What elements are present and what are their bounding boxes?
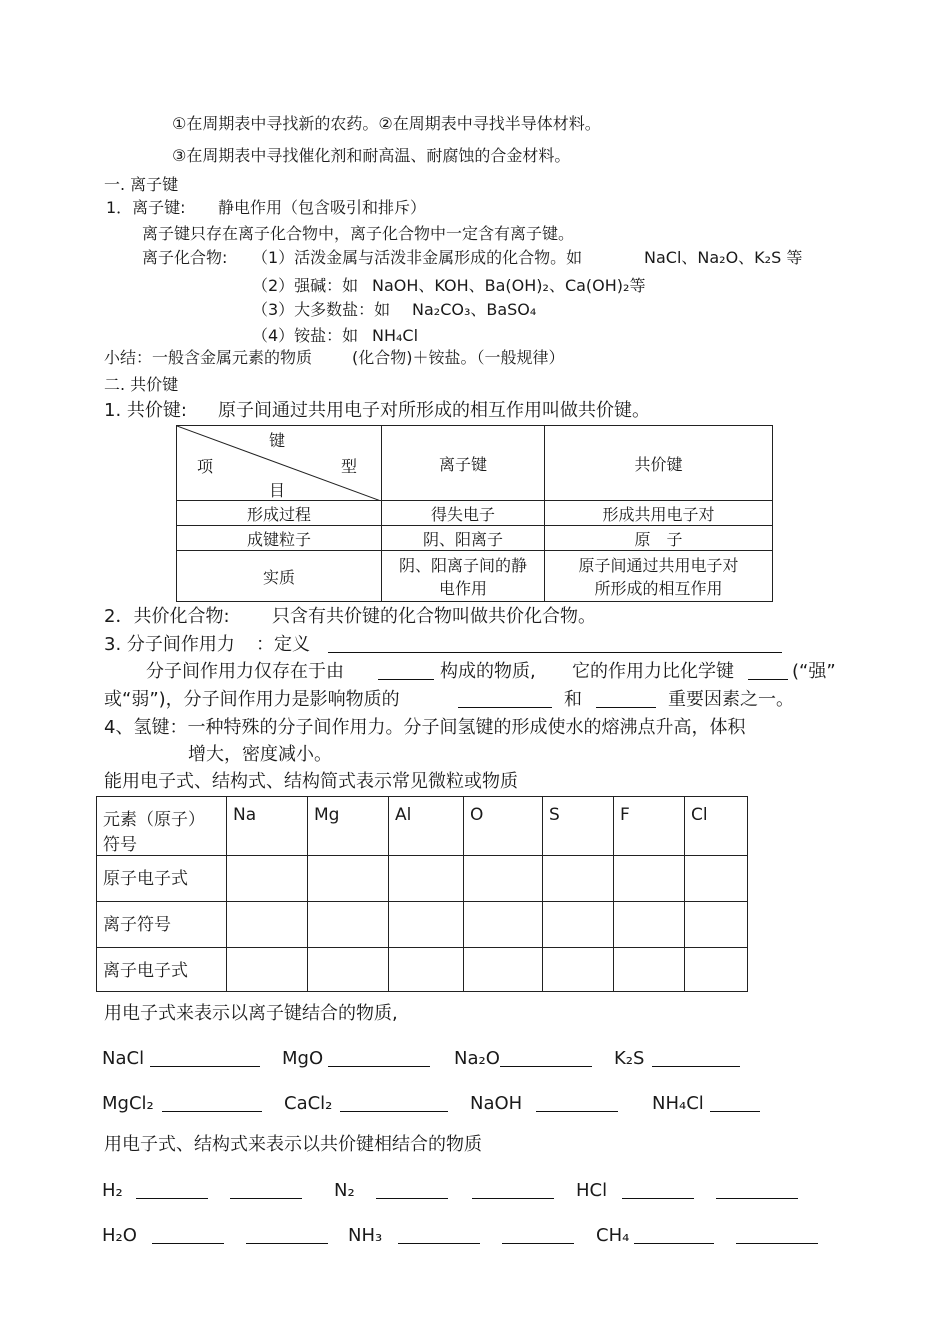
answer-blank-k2s[interactable] [652, 1050, 740, 1067]
element-symbol-s: S [543, 797, 614, 856]
covalent-def-text: 原子间通过共用电子对所形成的相互作用叫做共价键。 [218, 400, 650, 421]
blank-property-1[interactable] [458, 691, 552, 708]
cell-covalent-essence-line1: 原子间通过共用电子对 [578, 556, 739, 575]
formula-mgcl2: MgCl₂ [102, 1093, 154, 1114]
formula-cacl2: CaCl₂ [284, 1093, 333, 1114]
formula-nh3: NH₃ [348, 1225, 383, 1246]
ionic-compound-4-examples: NH₄Cl [372, 326, 419, 345]
formula-na2o: Na₂O [454, 1048, 500, 1069]
intermolecular-text-2: 构成的物质, [440, 661, 536, 682]
answer-cell[interactable] [543, 902, 614, 948]
cell-ionic-particles: 阴、阳离子 [382, 526, 545, 551]
formula-n2: N₂ [334, 1180, 355, 1201]
cell-ionic-formation: 得失电子 [382, 501, 545, 526]
intermolecular-text-1: 分子间作用力仅存在于由 [146, 661, 344, 682]
answer-blank-mgcl2[interactable] [162, 1095, 262, 1112]
definition-blank[interactable] [328, 636, 782, 653]
table-corner-cell [177, 426, 382, 501]
answer-cell[interactable] [543, 856, 614, 902]
formula-nh4cl: NH₄Cl [652, 1093, 704, 1114]
element-symbol-al: Al [389, 797, 464, 856]
cell-covalent-particles: 原 子 [545, 526, 773, 551]
answer-cell[interactable] [227, 902, 308, 948]
element-symbol-mg: Mg [308, 797, 389, 856]
hydrogen-bond-line-2: 增大，密度减小。 [188, 744, 332, 765]
intermolecular-text-3: 它的作用力比化学键 [572, 661, 734, 682]
answer-cell[interactable] [685, 948, 748, 992]
answer-blank-mgo[interactable] [328, 1050, 430, 1067]
intermolecular-force-def: ：定义 [256, 634, 310, 655]
answer-blank-n2-structure[interactable] [472, 1182, 554, 1199]
element-symbol-f: F [614, 797, 685, 856]
answer-blank-h2o-electron[interactable] [152, 1227, 224, 1244]
answer-cell[interactable] [308, 856, 389, 902]
answer-cell[interactable] [227, 856, 308, 902]
answer-cell[interactable] [614, 856, 685, 902]
intermolecular-text-7: 重要因素之一。 [668, 689, 794, 710]
cell-covalent-formation: 形成共用电子对 [545, 501, 773, 526]
header-ionic: 离子键 [382, 426, 545, 501]
answer-cell[interactable] [464, 902, 543, 948]
answer-cell[interactable] [685, 856, 748, 902]
answer-blank-h2-electron[interactable] [136, 1182, 208, 1199]
answer-cell[interactable] [464, 948, 543, 992]
element-header-label [97, 797, 227, 856]
cell-ionic-essence-line2: 电作用 [438, 579, 487, 598]
answer-cell[interactable] [685, 902, 748, 948]
answer-cell[interactable] [308, 902, 389, 948]
ionic-compound-3: （3）大多数盐：如 [252, 300, 391, 319]
element-symbol-na: Na [227, 797, 308, 856]
ionic-summary: 小结：一般含金属元素的物质 [104, 348, 313, 367]
corner-label-top: 键 [269, 431, 286, 450]
row-label-atom-electron: 原子电子式 [97, 856, 227, 902]
ionic-compound-label: 离子化合物: [142, 248, 228, 267]
formula-nacl: NaCl [102, 1048, 145, 1069]
answer-blank-nacl[interactable] [150, 1050, 260, 1067]
section-covalent-title: 二. 共价键 [104, 375, 179, 394]
element-table-caption: 能用电子式、结构式、结构简式表示常见微粒或物质 [104, 771, 518, 792]
ionic-compound-3-examples: Na₂CO₃、BaSO₄ [412, 300, 537, 319]
intermolecular-text-6: 和 [564, 689, 582, 710]
answer-blank-h2o-structure[interactable] [246, 1227, 328, 1244]
element-header-label-line2: 符号 [103, 835, 137, 855]
corner-label-right: 型 [341, 457, 358, 476]
formula-k2s: K₂S [614, 1048, 645, 1069]
row-label-particles: 成键粒子 [177, 526, 382, 551]
intermolecular-force-label: 3. 分子间作用力 [104, 634, 235, 655]
covalent-compound-text: 只含有共价键的化合物叫做共价化合物。 [272, 606, 596, 627]
row-label-formation: 形成过程 [177, 501, 382, 526]
section-ionic-title: 一. 离子键 [104, 175, 179, 194]
answer-cell[interactable] [389, 902, 464, 948]
answer-blank-ch4-structure[interactable] [736, 1227, 818, 1244]
covalent-compound-label: 2．共价化合物: [104, 606, 230, 627]
intro-line-1: ①在周期表中寻找新的农药。②在周期表中寻找半导体材料。 [172, 114, 601, 133]
hydrogen-bond-line-1: 4、氢键：一种特殊的分子间作用力。分子间氢键的形成使水的熔沸点升高，体积 [104, 717, 746, 738]
blank-molecule-type[interactable] [378, 663, 434, 680]
element-symbol-cl: Cl [685, 797, 748, 856]
row-label-essence: 实质 [177, 551, 382, 602]
answer-blank-nh3-structure[interactable] [502, 1227, 574, 1244]
intro-line-2: ③在周期表中寻找催化剂和耐高温、耐腐蚀的合金材料。 [172, 146, 571, 165]
covalent-def-label: 1. 共价键: [104, 400, 187, 421]
element-symbol-o: O [464, 797, 543, 856]
formula-h2: H₂ [102, 1180, 123, 1201]
answer-blank-nh4cl[interactable] [710, 1095, 760, 1112]
answer-blank-naoh[interactable] [536, 1095, 618, 1112]
exercise-covalent-title: 用电子式、结构式来表示以共价键相结合的物质 [104, 1134, 482, 1155]
ionic-compound-2: （2）强碱：如 [252, 276, 359, 295]
exercise-ionic-title: 用电子式来表示以离子键结合的物质, [104, 1003, 398, 1024]
answer-blank-h2-structure[interactable] [230, 1182, 302, 1199]
answer-blank-ch4-electron[interactable] [634, 1227, 714, 1244]
ionic-compound-1-examples: NaCl、Na₂O、K₂S 等 [644, 248, 803, 267]
ionic-def-label: 1．离子键: [106, 198, 186, 217]
element-table [96, 796, 748, 992]
row-label-ion-electron: 离子电子式 [97, 948, 227, 992]
answer-cell[interactable] [308, 948, 389, 992]
formula-ch4: CH₄ [596, 1225, 630, 1246]
formula-hcl: HCl [576, 1180, 608, 1201]
answer-cell[interactable] [614, 902, 685, 948]
answer-cell[interactable] [614, 948, 685, 992]
intermolecular-text-4: (“强” [792, 661, 836, 682]
cell-ionic-essence [382, 551, 545, 602]
cell-ionic-essence-line1: 阴、阳离子间的静 [398, 556, 527, 575]
bond-comparison-table [176, 425, 773, 602]
answer-blank-na2o[interactable] [500, 1050, 592, 1067]
answer-cell[interactable] [543, 948, 614, 992]
header-covalent: 共价键 [545, 426, 773, 501]
answer-blank-nh3-electron[interactable] [398, 1227, 480, 1244]
row-label-ion-symbol: 离子符号 [97, 902, 227, 948]
blank-property-2[interactable] [596, 691, 656, 708]
cell-covalent-essence [545, 551, 773, 602]
answer-blank-cacl2[interactable] [340, 1095, 448, 1112]
intermolecular-text-5: 或“弱”)，分子间作用力是影响物质的 [104, 689, 400, 710]
answer-blank-hcl-structure[interactable] [716, 1182, 798, 1199]
ionic-summary-2: (化合物)＋铵盐。（一般规律） [352, 348, 565, 367]
answer-cell[interactable] [389, 948, 464, 992]
blank-strength[interactable] [748, 663, 788, 680]
answer-cell[interactable] [389, 856, 464, 902]
answer-blank-hcl-electron[interactable] [622, 1182, 694, 1199]
cell-covalent-essence-line2: 所形成的相互作用 [594, 579, 723, 598]
formula-h2o: H₂O [102, 1225, 137, 1246]
answer-cell[interactable] [464, 856, 543, 902]
formula-mgo: MgO [282, 1048, 324, 1069]
ionic-compound-4: （4）铵盐：如 [252, 326, 359, 345]
element-header-label-line1: 元素（原子） [103, 810, 205, 830]
corner-label-bottom: 目 [269, 481, 286, 500]
formula-naoh: NaOH [470, 1093, 523, 1114]
ionic-compound-2-examples: NaOH、KOH、Ba(OH)₂、Ca(OH)₂等 [372, 276, 646, 295]
ionic-def-text: 静电作用（包含吸引和排斥） [218, 198, 427, 217]
ionic-compound-1: （1）活泼金属与活泼非金属形成的化合物。如 [252, 248, 583, 267]
corner-label-left: 项 [197, 457, 214, 476]
answer-blank-n2-electron[interactable] [376, 1182, 448, 1199]
ionic-note: 离子键只存在离子化合物中，离子化合物中一定含有离子键。 [142, 224, 575, 243]
answer-cell[interactable] [227, 948, 308, 992]
